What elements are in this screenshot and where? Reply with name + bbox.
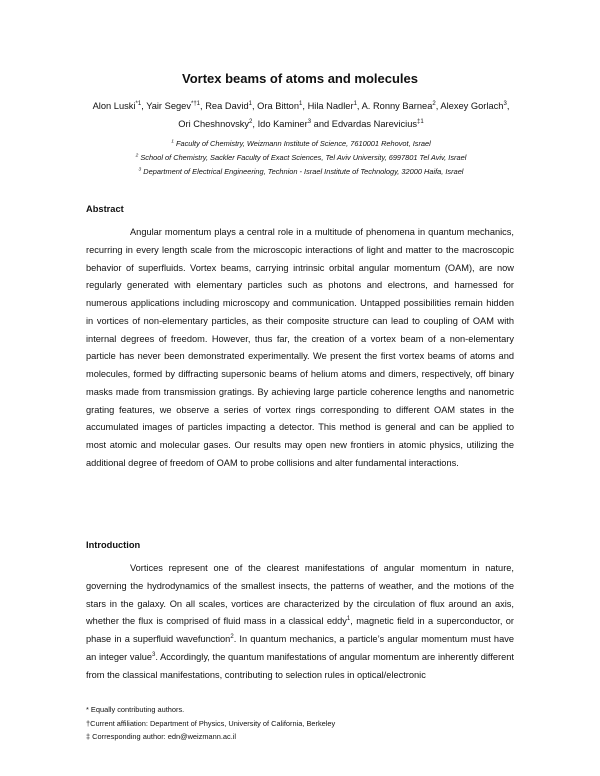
footnote: ‡ Corresponding author: edn@weizmann.ac.il	[86, 732, 237, 741]
author	[178, 119, 252, 129]
author-mark: *1	[135, 100, 142, 107]
author-mark: 2	[432, 100, 436, 107]
author	[257, 101, 302, 111]
author-mark: ‡1	[417, 118, 424, 125]
author-name: Alexey Gorlach	[440, 101, 504, 111]
introduction-body	[86, 560, 514, 684]
author-mark: 1	[299, 100, 303, 107]
author-name: Hila Nadler	[307, 101, 354, 111]
affiliation-number: 2	[135, 153, 139, 159]
introduction-heading: Introduction	[86, 540, 141, 550]
author-name: Ori Cheshnovsky	[178, 119, 250, 129]
footnote-list	[86, 703, 516, 744]
author	[440, 101, 506, 111]
abstract-heading: Abstract	[86, 204, 124, 214]
text-segment: . In quantum mechanics, a particle’s angular momentum must have an integer value	[86, 634, 514, 662]
reference-number: 2	[230, 633, 234, 640]
author	[93, 101, 142, 111]
author	[205, 101, 252, 111]
author	[308, 101, 357, 111]
author-list: Alon Luski$^{*1}$, Yair Segev$^{*\dagger 1}$, Rea David$^1$, Ora Bitton$^1$, Hila Nadler$^1$, A. Ronny Barnea$^2$, Alexey Gorlach$^3$, Ori Cheshnovsky$^2$, Ido Kaminer$^3$ and Edvardas Narevicius$^{\ddagger 1}$	[92, 100, 510, 129]
author	[258, 119, 312, 129]
text-segment: . Accordingly, the quantum manifestations of angular momentum are inherently different from the classical manifestations, contributing to selection rules in optical/electronic	[86, 651, 514, 680]
affiliation-number: 3	[138, 167, 142, 173]
author-name: Yair Segev	[146, 101, 191, 111]
affiliation	[86, 137, 516, 151]
affiliation	[86, 151, 516, 165]
abstract-text: Angular momentum plays a central role in a multitude of phenomena in quantum mechanics, recurring in every length scale from the microscopic interactions of light and matter to the macroscopic behavior of superfluids. Vortex beams, carrying intrinsic orbital angular momentum (OAM), are now regularly generated with elementary particles such as photons and electrons, and harnessed for numerous applications including microscopy and communication. Untapped possibilities remain hidden in vortices of non-elementary particles, as their composite structure can lead to coupling of OAM with internal degrees of freedom. However, thus far, the creation of a vortex beam of a non-elementary particle has never been demonstrated experimentally. We present the first vortex beams of atoms and molecules, formed by diffracting supersonic beams of helium atoms and dimers, respectively, off binary masks made from transmission gratings. By achieving large particle coherence lengths and nanometric grating features, we observe a series of vortex rings corresponding to different OAM states in the accumulated images of particles impacting a detector. This method is general and can be applied to most atomic and molecular gases. Our results may open new frontiers in atomic physics, utilizing the additional degree of freedom of OAM to probe collisions and alter fundamental interactions.	[86, 227, 514, 468]
affiliation-number: 1	[171, 139, 174, 145]
author	[362, 101, 436, 111]
author-name: Ido Kaminer	[257, 119, 308, 129]
footnote: * Equally contributing authors.	[86, 705, 185, 714]
author-name: A. Ronny Barnea	[361, 101, 433, 111]
author-name: Alon Luski	[92, 101, 136, 111]
affiliation-text: School of Chemistry, Sackler Faculty of Exact Sciences, Tel Aviv University, 6997801 Tel Aviv, Israel	[140, 153, 467, 162]
author-mark: *†1	[190, 100, 201, 107]
author-name: Edvardas Narevicius	[331, 119, 418, 129]
author-name: Ora Bitton	[257, 101, 300, 111]
paper-title: Vortex beams of atoms and molecules	[182, 71, 418, 86]
abstract-body	[86, 224, 514, 473]
text-segment: , magnetic field in a superconductor, or phase in a superfluid wavefunction	[86, 616, 515, 644]
author	[332, 119, 424, 129]
affiliation-text: Department of Electrical Engineering, Technion - Israel Institute of Technology, 32000 Haifa, Israel	[143, 167, 464, 176]
affiliation-list	[86, 137, 516, 179]
reference-number: 3	[152, 651, 156, 658]
author-mark: 1	[353, 100, 357, 107]
text-segment: Vortices represent one of the clearest manifestations of angular momentum in nature, governing the hydrodynamics of the smallest insects, the patterns of weather, and the motions of the stars in the galaxy. On all scales, vortices are characterized by the circulation of flux around an axis, whether the flux is comprised of fluid mass in a classical eddy	[86, 563, 514, 627]
author-mark: 3	[307, 118, 312, 125]
affiliation	[86, 165, 516, 179]
footnote: †Current affiliation: Department of Physics, University of California, Berkeley	[86, 718, 336, 728]
author-mark: 3	[503, 100, 507, 107]
introduction-text	[86, 560, 514, 684]
author-mark: 1	[248, 100, 252, 107]
author-mark: 2	[249, 118, 253, 125]
author-name: Rea David	[205, 101, 249, 111]
affiliation-text: Faculty of Chemistry, Weizmann Institute of Science, 7610001 Rehovot, Israel	[175, 139, 431, 148]
author	[146, 101, 200, 111]
reference-number: 1	[346, 616, 351, 623]
